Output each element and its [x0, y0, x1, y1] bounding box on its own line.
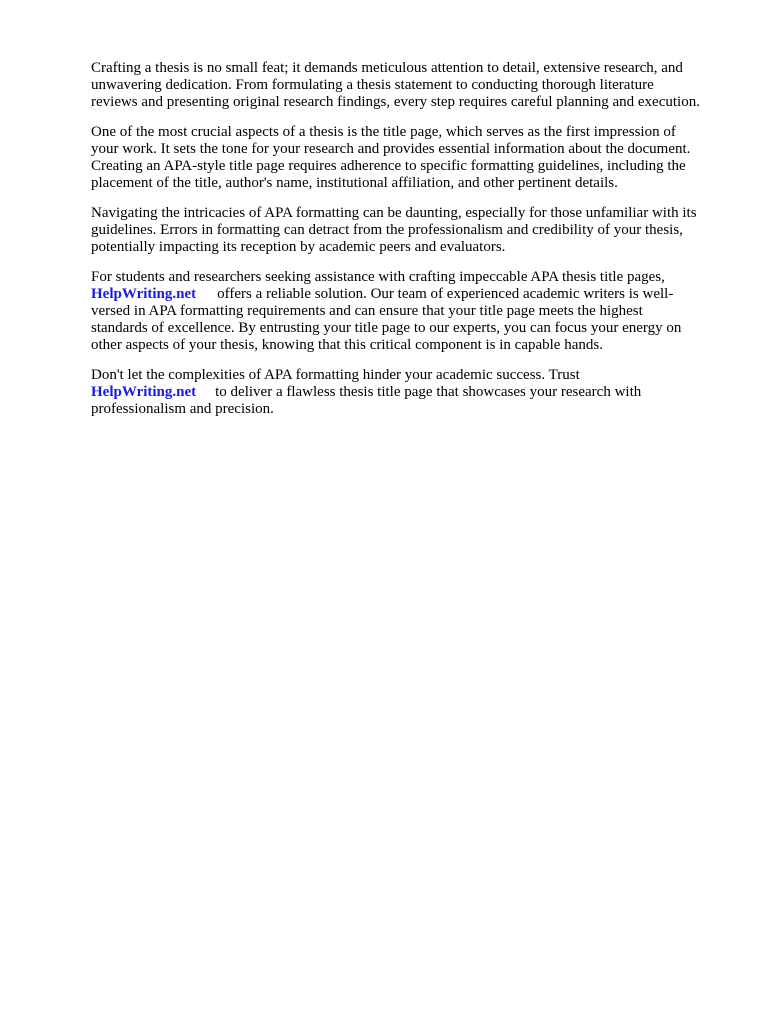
- paragraph-4-rest: offers a reliable solution. Our team of experienced academic writers is well- versed in APA formatting requirements and can ensure that your title page meets the highest standards of excellence. By entrusting your title page to our experts, you can focus your energy on other aspects of your thesis, knowing that this critical component is in capable hands.: [91, 286, 682, 353]
- helpwriting-link-1[interactable]: HelpWriting.net: [91, 286, 197, 302]
- paragraph-5-intro: Don't let the complexities of APA formatting hinder your academic success. Trust: [91, 367, 580, 383]
- paragraph-1: Crafting a thesis is no small feat; it demands meticulous attention to detail, extensive research, and unwavering dedication. From formulating a thesis statement to conducting thorough literature reviews and presenting original research findings, every step requires careful planning and execution.: [91, 60, 700, 110]
- paragraph-4-intro: For students and researchers seeking assistance with crafting impeccable APA thesis title pages,: [91, 269, 665, 285]
- paragraph-2: One of the most crucial aspects of a thesis is the title page, which serves as the first impression of your work. It sets the tone for your research and provides essential information about the document. Creating an APA-style title page requires adherence to specific formatting guidelines, including the placement of the title, author's name, institutional affiliation, and other pertinent details.: [91, 124, 691, 191]
- paragraph-5: [91, 367, 731, 418]
- document-body: [91, 60, 731, 431]
- helpwriting-link-2[interactable]: HelpWriting.net: [91, 384, 197, 400]
- paragraph-3: Navigating the intricacies of APA formatting can be daunting, especially for those unfamiliar with its guidelines. Errors in formatting can detract from the professionalism and credibility of your thesis, potentially impacting its reception by academic peers and evaluators.: [91, 205, 697, 255]
- paragraph-4: [91, 269, 731, 354]
- paragraph-5-rest: to deliver a flawless thesis title page that showcases your research with professionalism and precision.: [91, 384, 642, 417]
